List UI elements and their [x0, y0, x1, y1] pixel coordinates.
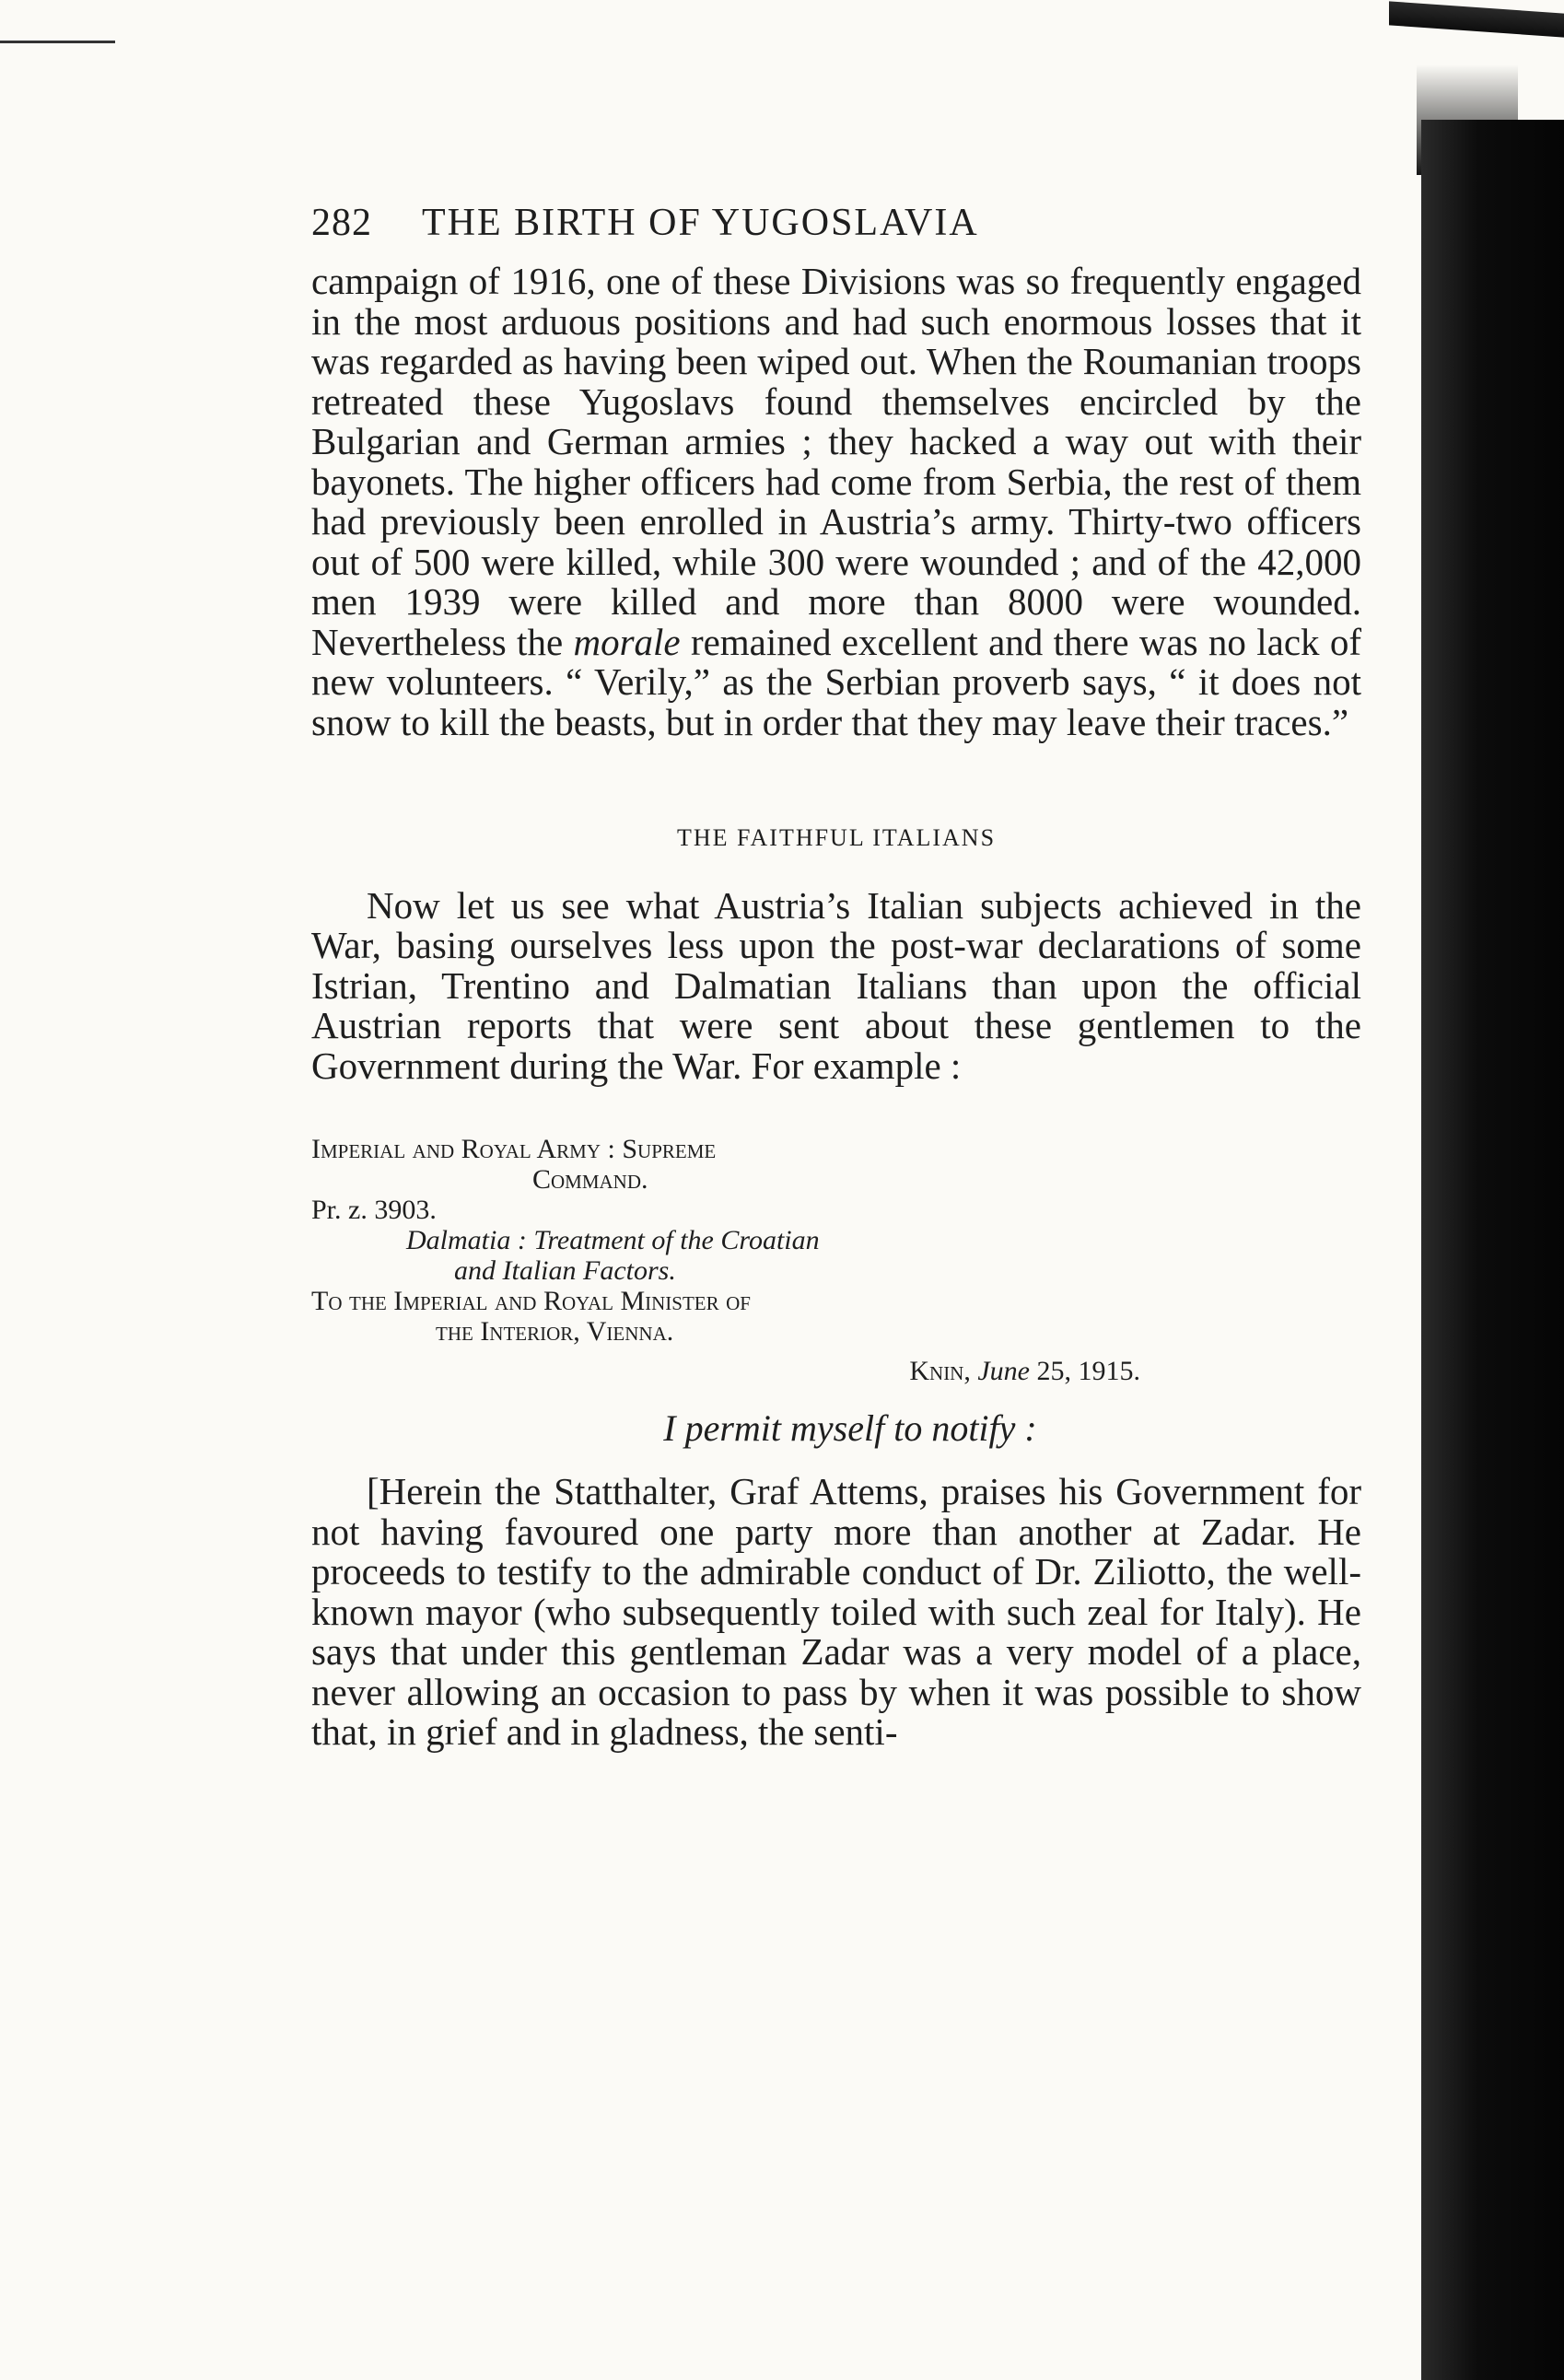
quoted-document — [311, 1134, 1361, 1386]
opening-text: campaign of 1916, one of these Divisions was so frequently engaged in the most arduous positions and had such enormous losses that it was regarded as having been wiped out. When the Roumanian troops retreated these Yugoslavs found themselves encircled by the Bulgarian and German armies ; they hacked a way out with their bayonets. The higher officers had come from Serbia, the rest of them had previously been enrolled in Austria’s army. Thirty-two officers out of 500 were killed, while 300 were wounded ; and of the 42,000 men 1939 were killed and more than 8000 were wounded. Nevertheless the — [311, 260, 1361, 663]
body-text — [311, 262, 1361, 1086]
document-month: June — [977, 1356, 1030, 1386]
opening-text-end: remained excellent and there was no lack of new volunteers. “ Verily,” as the Serbian proverb says, “ it does not snow to kill the beasts, but in order that they may leave their traces.” — [311, 620, 1361, 743]
document-dateline — [311, 1356, 1361, 1386]
scan-artifact-line — [0, 41, 115, 43]
document-place: Knin, — [909, 1356, 978, 1386]
document-recipient: To the Imperial and Royal Minister of — [311, 1286, 751, 1316]
notify-heading: I permit myself to notify : — [663, 1407, 1037, 1449]
document-authority-cont: Command. — [532, 1164, 648, 1195]
page-number: 282 — [311, 202, 372, 244]
document-day-year: 25, 1915. — [1030, 1356, 1140, 1386]
scan-shadow-edge — [1421, 120, 1564, 2380]
emphasis-morale: morale — [573, 620, 681, 663]
document-subject-cont: and Italian Factors. — [454, 1255, 676, 1286]
section-paragraph: Now let us see what Austria’s Italian subjects achieved in the War, basing ourselves less upon the post-war declarations of some Istrian, Trentino and Dalmatian Italians than upon the official Austrian reports that were sent about these gentlemen to the Government during the War. For example : — [311, 883, 1361, 1087]
document-authority: Imperial and Royal Army : Supreme — [311, 1134, 717, 1164]
scan-artifact-corner — [1389, 1, 1564, 37]
final-paragraph: [Herein the Statthalter, Graf Attems, praises his Government for not having favoured one party more than another at Zadar. He proceeds to testify to the admirable conduct of Dr. Ziliotto, the well-known mayor (who subsequently toiled with such zeal for Italy). He says that under this gentleman Zadar was a very model of a place, never allowing an occasion to pass by when it was possible to show that, in grief and in gladness, the senti- — [311, 1470, 1361, 1753]
document-recipient-cont: the Interior, Vienna. — [436, 1316, 674, 1347]
document-reference: Pr. z. 3903. — [311, 1195, 437, 1225]
section-heading: THE FAITHFUL ITALIANS — [676, 824, 997, 851]
running-head — [311, 201, 1361, 262]
opening-paragraph — [311, 262, 1361, 742]
document-subject: Dalmatia : Treatment of the Croatian — [406, 1225, 820, 1255]
body-text-lower — [311, 1472, 1361, 1753]
book-page — [311, 201, 1361, 1753]
running-title: THE BIRTH OF YUGOSLAVIA — [422, 202, 979, 244]
